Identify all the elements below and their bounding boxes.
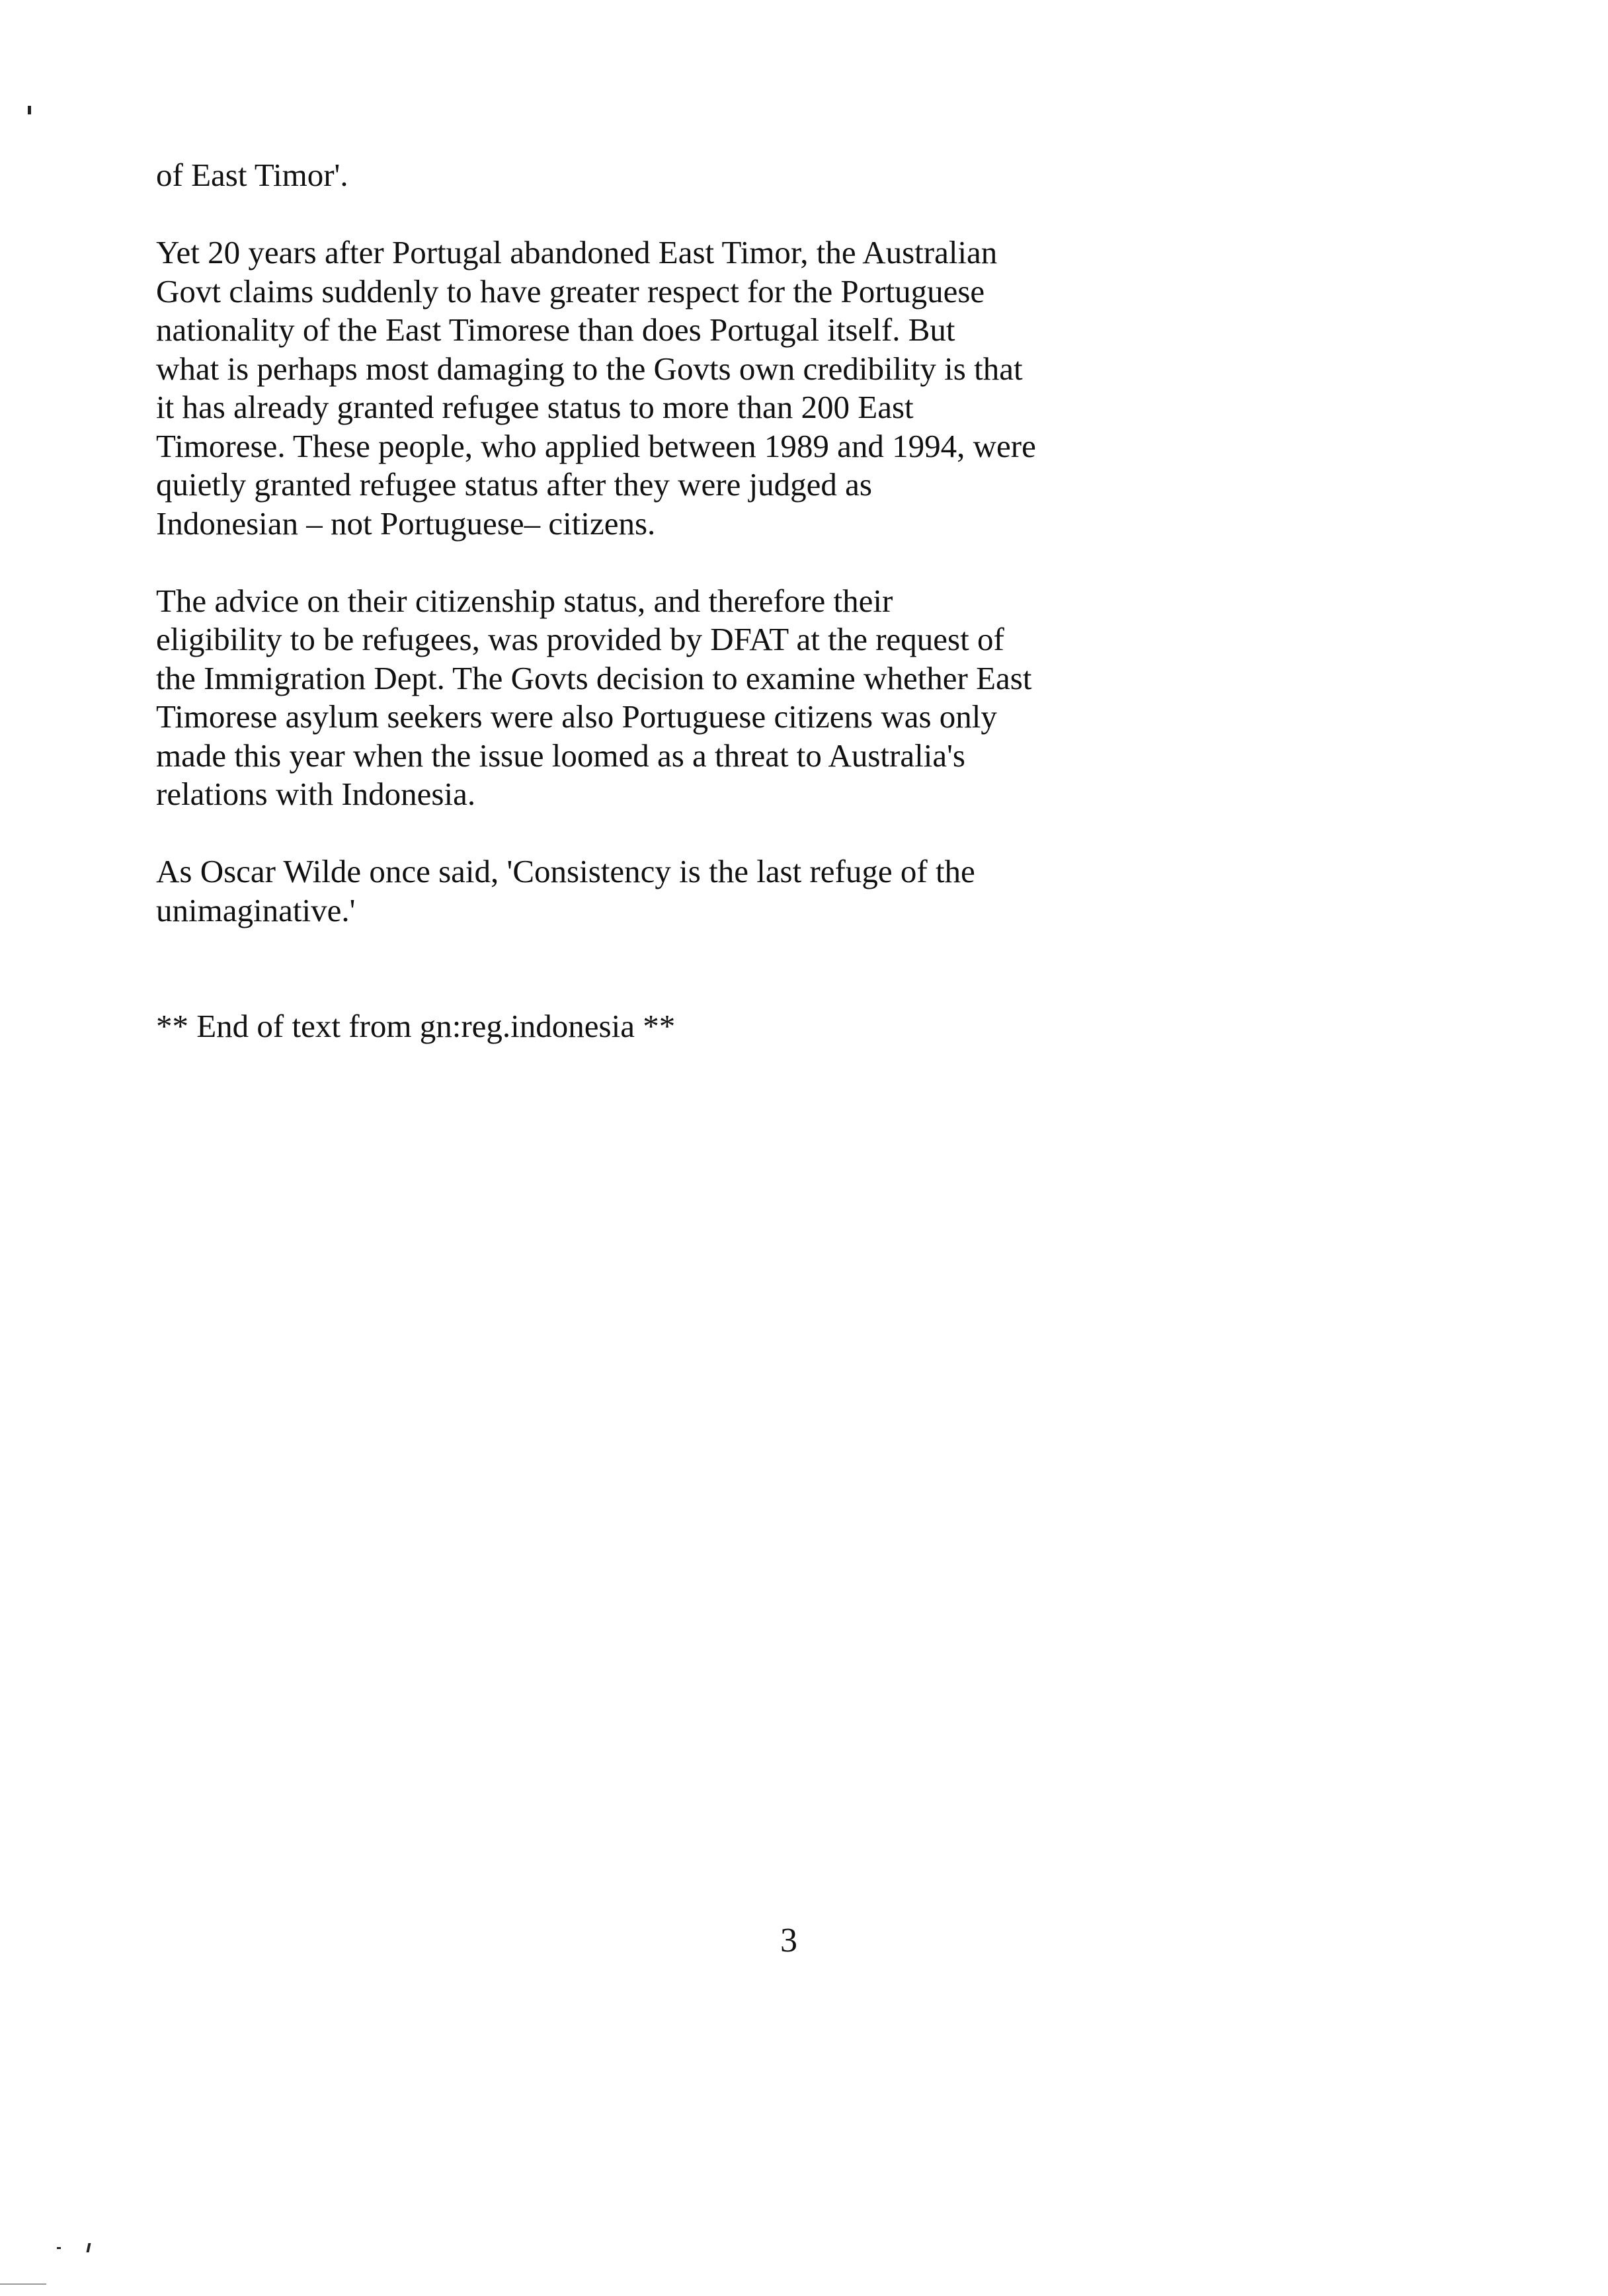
end-marker: ** End of text from gn:reg.indonesia ** — [156, 1008, 676, 1044]
scan-speck — [28, 106, 31, 114]
text-line: quietly granted refugee status after they were judged as — [156, 466, 873, 503]
text-line: the Immigration Dept. The Govts decision to examine whether East — [156, 659, 1032, 696]
text-line: unimaginative.' — [156, 891, 356, 928]
scan-edge-line — [0, 2283, 46, 2285]
text-line: As Oscar Wilde once said, 'Consistency is the last refuge of the — [156, 853, 975, 889]
text-line: relations with Indonesia. — [156, 776, 476, 812]
text-line: made this year when the issue loomed as a threat to Australia's — [156, 737, 965, 774]
text-line: of East Timor'. — [156, 157, 348, 193]
text-line: The advice on their citizenship status, and therefore their — [156, 582, 893, 619]
text-line: Timorese asylum seekers were also Portuguese citizens was only — [156, 698, 997, 735]
body-text — [156, 156, 1187, 1046]
text-line: nationality of the East Timorese than does Portugal itself. But — [156, 311, 955, 348]
page-number: 3 — [780, 1922, 797, 1959]
text-line: what is perhaps most damaging to the Govts own credibility is that — [156, 350, 1023, 387]
scan-speck — [87, 2243, 91, 2252]
text-line: Timorese. These people, who applied between 1989 and 1994, were — [156, 427, 1036, 464]
text-line: Govt claims suddenly to have greater respect for the Portuguese — [156, 272, 985, 309]
text-line: Yet 20 years after Portugal abandoned East Timor, the Australian — [156, 234, 998, 270]
text-line: Indonesian – not Portuguese– citizens. — [156, 505, 656, 542]
text-line: eligibility to be refugees, was provided by DFAT at the request of — [156, 621, 1004, 657]
text-line: it has already granted refugee status to more than 200 East — [156, 389, 914, 425]
scan-speck — [57, 2247, 61, 2249]
